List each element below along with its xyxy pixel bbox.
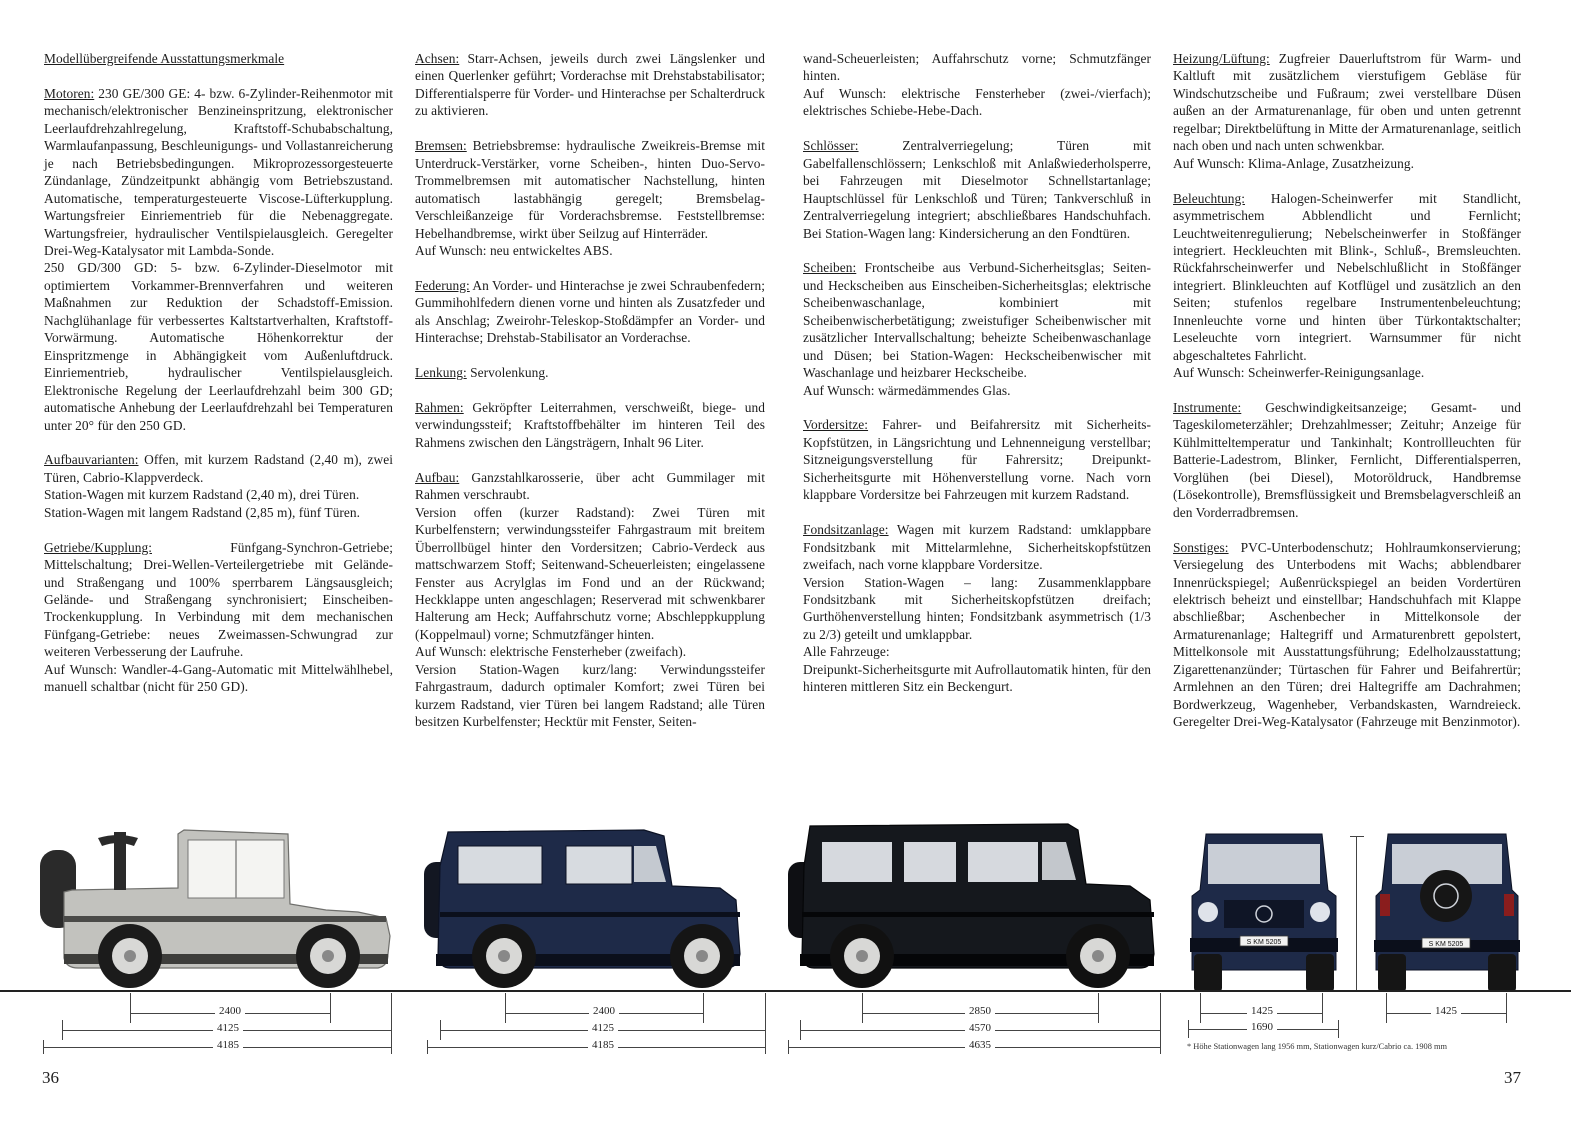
- bremsen-text: Betriebsbremse: hydraulische Zweikreis-Bremse mit Unterdruck-Verstärker, vorne Scheiben-, hinten Duo-Servo-Trommelbremsen mit automatischer Nachstellung, hinten automatisch lastabhängig geregelt; Bremsbelag-Verschleißanzeige für Vorderachsbremse. Feststellbremse: Hebelhandbremse, wirkt über Seilzug auf Hinterräder.: [415, 138, 765, 241]
- lenkung-text: Servolenkung.: [466, 365, 549, 381]
- station-wagon-long-side-illustration: [786, 820, 1162, 996]
- scheiben-text-2: Auf Wunsch: wärmedämmendes Glas.: [803, 382, 1011, 398]
- dim-tick: [1338, 1020, 1339, 1038]
- column-3: [803, 50, 1151, 696]
- fondsitzanlage-label: Fondsitzanlage:: [803, 522, 889, 538]
- vordersitze-label: Vordersitze:: [803, 417, 869, 433]
- instrumente-text: Geschwindigkeitsanzeige; Gesamt- und Tageskilometerzähler; Drehzahlmesser; Zeituhr; Anzeige für Kühlmitteltemperatur und Tankinhalt; Kontrollleuchten für Batterie-Ladestrom, Blinker, Fernlicht, Differentialsperren, Vorglühen (bei Diesel), Motoröldruck, Handbremse (Lösekontrolle), Bremsflüssigkeit und Bremsbelagverschleiß an den Vorderradbremsen.: [1173, 400, 1521, 520]
- dim-tick: [391, 1040, 392, 1054]
- instrumente-label: Instrumente:: [1173, 400, 1242, 416]
- motoren-diesel-text: 250 GD/300 GD: 5- bzw. 6-Zylinder-Dieselmotor mit optimiertem Vorkammer-Brennverfahren und weiteren Maßnahmen zur Reduktion der Schadstoff-Emission. Nachglühanlage für verbessertes Kaltstartverhalten, Kraftstoff-Vorwärmung. Automatische Höhenkorrektur der Einspritzmenge in Abhängigkeit vom Außenluftdruck. Einriementrieb, hydraulischer Ventilspielausgleich. Elektronische Regelung der Leerlaufdrehzahl beim 300 GD; automatische Anhebung der Leerlaufdrehzahl bei Temperaturen unter 20° für den 250 GD.: [44, 260, 393, 433]
- height-dimension-top: [1350, 836, 1364, 837]
- fondsitzanlage-text-4: Dreipunkt-Sicherheitsgurte mit Aufrollautomatik hinten, für den hinteren mittleren Sitz ein Beckengurt.: [803, 661, 1151, 695]
- column-4: [1173, 50, 1521, 748]
- sonstiges-text: PVC-Unterbodenschutz; Hohlraumkonservierung; Versiegelung des Unterbodens mit Wachs; abblendbarer Innenrückspiegel; Außenrückspiegel an beiden Vordertüren elektrisch beheizt und einstellbar; Handschuhfach mit Klappe abschließbar; Aschenbecher in Mittelkonsole der Armaturenanlage; Haltegriff und Armaturenbrett gepolstert, Mittelkonsole mit Ausstattungsführung; Edelholzausstattung; Zigarettenanzünder; Türtaschen für Fahrer und Beifahrertür; Armlehnen an den Türen; drei Haltegriffe am Dachrahmen; Bordwerkzeug, Wagenheber, Verbandskasten, Warndreieck. Geregelter Drei-Weg-Katalysator (Fahrzeuge mit Benzinmotor).: [1173, 539, 1521, 730]
- dim-tick: [1200, 993, 1201, 1023]
- getriebe-label: Getriebe/Kupplung:: [44, 539, 152, 555]
- car2-overall: 4125: [588, 1022, 618, 1034]
- dim-tick: [703, 993, 704, 1023]
- schloesser-text: Zentralverriegelung; Türen mit Gabelfallenschlössern; Lenkschloß mit Anlaßwiederholsperre, bei Fahrzeugen mit Dieselmotor Schnellstartanlage; Hauptschlüssel für Lenkschloß und Türen; Tankverschluß in Zentralverriegelung integriert; abschließbares Handschuhfach. Bei Station-Wagen lang: Kindersicherung an den Fondtüren.: [803, 138, 1151, 241]
- front-plate: S KM 5205: [1246, 939, 1282, 946]
- heizung-text: Zugfreier Dauerluftstrom für Warm- und Kaltluft mit zusätzlichem vierstufigem Gebläse für Windschutzscheibe und Fußraum; zwei verstellbare Düsen außen an der Armaturenanlage, für oben und unten getrennt regelbar; Direktbelüftung in Mitte der Armaturenanlage, seitlich nach oben und nach unten schwenkbar.: [1173, 51, 1521, 154]
- continued-text: wand-Scheuerleisten; Auffahrschutz vorne; Schmutzfänger hinten.: [803, 51, 1151, 84]
- aufbau-label: Aufbau:: [415, 469, 460, 485]
- heizung-label: Heizung/Lüftung:: [1173, 51, 1270, 66]
- getriebe-text: Fünfgang-Synchron-Getriebe; Mittelschaltung; Drei-Wellen-Verteilergetriebe mit Gelände- und Straßengang und 100% sperrbarem Längsausgleich; Gelände- und Straßengang synchronisiert; Einscheiben-Trockenkupplung. In Verbindung mit dem mechanischen Fünfgang-Getriebe: neues Zweimassen-Schwungrad zur weiteren Verbesserung der Laufruhe.: [44, 539, 393, 660]
- lenkung-label: Lenkung:: [415, 365, 467, 381]
- aufbau-text-4: Version Station-Wagen kurz/lang: Verwindungssteifer Fahrgastraum, dadurch optimaler Komfort; zwei Türen bei kurzem Radstand, vier Türen bei langem Radstand; alle Türen besitzen Kurbelfenster; Hecktür mit Fenster, Seiten-: [415, 661, 765, 730]
- dim-tick: [1160, 993, 1161, 1040]
- aufbauvarianten-text-3: Station-Wagen mit langem Radstand (2,85 m), fünf Türen.: [44, 504, 361, 520]
- car1-with-spare: 4185: [213, 1039, 243, 1051]
- front-track: 1425: [1247, 1005, 1277, 1017]
- aufbauvarianten-text-2: Station-Wagen mit kurzem Radstand (2,40 m), drei Türen.: [44, 487, 360, 503]
- beleuchtung-label: Beleuchtung:: [1173, 190, 1245, 206]
- motoren-text: 230 GE/300 GE: 4- bzw. 6-Zylinder-Reihenmotor mit mechanisch/elektronischer Benzineinspritzung, elektronischer Leerlaufdrehzahlregelung, Kraftstoff-Schubabschaltung, Warmlaufanpassung, Beschleunigungs- und Vollastanreicherung je nach Betriebsbedingungen. Mikroprozessorgesteuerte Zündanlage, Zündzeitpunkt abhängig vom Betriebszustand. Automatische, temperaturgesteuerte Viscose-Lüfterkupplung. Wartungsfreier Einriementrieb für die Nebenaggregate. Wartungsfreier, hydraulischer Ventilspielausgleich. Geregelter Drei-Weg-Katalysator mit Lambda-Sonde.: [44, 85, 393, 258]
- vordersitze-text: Fahrer- und Beifahrersitz mit Sicherheits-Kopfstützen, in Längsrichtung und Lehnenneigung verstellbar; Sitzneigungsverstellung für Fahrersitz; Dreipunkt-Sicherheitsgurte mit Höhenverstellung vorne. Nach vorn klappbare Vordersitze bei Fahrzeugen mit kurzem Radstand.: [803, 417, 1151, 503]
- aufbauvarianten-label: Aufbauvarianten:: [44, 452, 139, 468]
- dim-tick: [1160, 1040, 1161, 1054]
- aufbau-text: Ganzstahlkarosserie, über acht Gummilager mit Rahmen verschraubt.: [415, 469, 765, 503]
- dim-tick: [765, 1040, 766, 1054]
- car1-overall: 4125: [213, 1022, 243, 1034]
- page-number-left: 36: [42, 1068, 59, 1087]
- dim-tick: [330, 993, 331, 1023]
- car3-wheelbase: 2850: [965, 1005, 995, 1017]
- ground-line: [0, 990, 1571, 992]
- beleuchtung-text: Halogen-Scheinwerfer mit Standlicht, asymmetrischem Abblendlicht und Fernlicht; Leuchtweitenregulierung; Nebelscheinwerfer in Stoßfänger integriert. Heckleuchten mit Blink-, Schluß-, Bremsleuchten. Rückfahrscheinwerfer und Nebelschlußlicht in Stoßfänger integriert. Blinkleuchten auf Kotflügel und zusätzlich an den Seiten; stufenlos regelbare Instrumentenbeleuchtung; Innenleuchte vorne und hinten über Türkontaktschalter; Leseleuchte vorn integriert. Warnsummer für nicht abgeschaltetes Fahrlicht.: [1173, 190, 1521, 363]
- front-view-illustration: [1186, 830, 1342, 996]
- continued-text-2: Auf Wunsch: elektrische Fensterheber (zwei-/vierfach); elektrisches Schiebe-Hebe-Dach.: [803, 85, 1151, 119]
- federung-text: An Vorder- und Hinterachse je zwei Schraubenfedern; Gummihohlfedern dienen vorne und hinten als Zusatzfeder und als Anschlag; Zweirohr-Teleskop-Stoßdämpfer an Vorder- und Hinterachse; Drehstab-Stabilisator an Vorderachse.: [415, 277, 765, 346]
- getriebe-text-2: Auf Wunsch: Wandler-4-Gang-Automatic mit Mittelwählhebel, manuell schaltbar (nicht für 250 GD).: [44, 661, 393, 695]
- height-dimension-line: [1356, 836, 1357, 990]
- cabrio-side-illustration: [38, 826, 398, 996]
- rahmen-label: Rahmen:: [415, 400, 464, 415]
- rear-track: 1425: [1431, 1005, 1461, 1017]
- car2-wheelbase: 2400: [589, 1005, 619, 1017]
- car3-overall: 4570: [965, 1022, 995, 1034]
- dim-tick: [862, 993, 863, 1023]
- rahmen-text: Gekröpfter Leiterrahmen, verschweißt, biege- und verwindungssteif; Kraftstoffbehälter im hinteren Teil des Rahmens zwischen den Längsträgern, Inhalt 96 Liter.: [415, 400, 765, 450]
- scheiben-label: Scheiben:: [803, 260, 857, 276]
- heizung-text-2: Auf Wunsch: Klima-Anlage, Zusatzheizung.: [1173, 155, 1415, 171]
- bremsen-label: Bremsen:: [415, 138, 467, 154]
- schloesser-label: Schlösser:: [803, 138, 859, 154]
- car1-wheelbase: 2400: [215, 1005, 245, 1017]
- station-wagon-short-side-illustration: [420, 826, 750, 996]
- fondsitzanlage-text-2: Version Station-Wagen – lang: Zusammenklappbare Fondsitzbank mit Sicherheitskopfstützen dreifach; Gurthöhenverstellung hinten; Fondsitzbank asymmetrisch (1/3 zu 2/3) geteilt und umklappbar.: [803, 574, 1151, 642]
- achsen-text: Starr-Achsen, jeweils durch zwei Längslenker und einen Querlenker geführt; Vorderachse mit Drehstabstabilisator; Differentialsperre für Vorder- und Hinterachse per Schalterdruck zu aktivieren.: [415, 51, 765, 119]
- beleuchtung-text-2: Auf Wunsch: Scheinwerfer-Reinigungsanlage.: [1173, 365, 1425, 381]
- car2-with-spare: 4185: [588, 1039, 618, 1051]
- achsen-label: Achsen:: [415, 51, 460, 66]
- dim-tick: [130, 993, 131, 1023]
- dim-tick: [1506, 993, 1507, 1023]
- fondsitzanlage-text: Wagen mit kurzem Radstand: umklappbare Fondsitzbank mit Mittelarmlehne, Sicherheitskopfstützen zweifach, nach vorne klappbare Vordersitze.: [803, 522, 1151, 573]
- dim-tick: [505, 993, 506, 1023]
- rear-view-illustration: [1372, 830, 1522, 996]
- dim-tick: [1386, 993, 1387, 1023]
- front-width: 1690: [1247, 1021, 1277, 1033]
- aufbau-text-2: Version offen (kurzer Radstand): Zwei Türen mit Kurbelfenstern; verwindungssteifer Fahrgastraum mit breitem Überrollbügel hinter den Vordersitzen; Cabrio-Verdeck aus mattschwarzem Stoff; Seitenwand-Scheuerleisten; eingelassene Fenster aus Acrylglas im Fond und an der Rückwand; Heckklappe unten angeschlagen; Reserverad mit schwenkbarer Halterung am Heck; Auffahrschutz vorne; Abschleppkupplung (Koppelmaul) vorne; Schmutzfänger hinten.: [415, 504, 765, 642]
- height-footnote: * Höhe Stationwagen lang 1956 mm, Stationwagen kurz/Cabrio ca. 1908 mm: [1187, 1042, 1448, 1051]
- motoren-label: Motoren:: [44, 85, 95, 101]
- fondsitzanlage-text-3: Alle Fahrzeuge:: [803, 644, 890, 660]
- rear-plate: S KM 5205: [1428, 941, 1464, 948]
- column-1: [44, 50, 393, 713]
- column-2: [415, 50, 765, 731]
- dim-tick: [1322, 993, 1323, 1023]
- bremsen-text-2: Auf Wunsch: neu entwickeltes ABS.: [415, 242, 613, 258]
- dim-tick: [765, 993, 766, 1040]
- dim-tick: [1098, 993, 1099, 1023]
- federung-label: Federung:: [415, 277, 470, 293]
- aufbauvarianten-text: Offen, mit kurzem Radstand (2,40 m), zwei Türen, Cabrio-Klappverdeck.: [44, 452, 393, 485]
- page-number-right: 37: [1504, 1068, 1521, 1087]
- aufbau-text-3: Auf Wunsch: elektrische Fensterheber (zweifach).: [415, 644, 687, 660]
- car3-with-spare: 4635: [965, 1039, 995, 1051]
- scheiben-text: Frontscheibe aus Verbund-Sicherheitsglas; Seiten- und Heckscheiben aus Einscheiben-Sicherheitsglas; elektrische Scheibenwaschanlage, kombiniert mit Scheibenwischerbetätigung; zweistufiger Scheibenwischer mit zusätzlicher Intervallschaltung; beheizte Scheibenwaschanlage und Düsen; bei Station-Wagen: Heckscheibenwischer mit Waschanlage und heizbarer Heckscheibe.: [803, 260, 1151, 381]
- section-heading: Modellübergreifende Ausstattungsmerkmale: [44, 51, 285, 66]
- sonstiges-label: Sonstiges:: [1173, 539, 1229, 555]
- dim-tick: [391, 993, 392, 1040]
